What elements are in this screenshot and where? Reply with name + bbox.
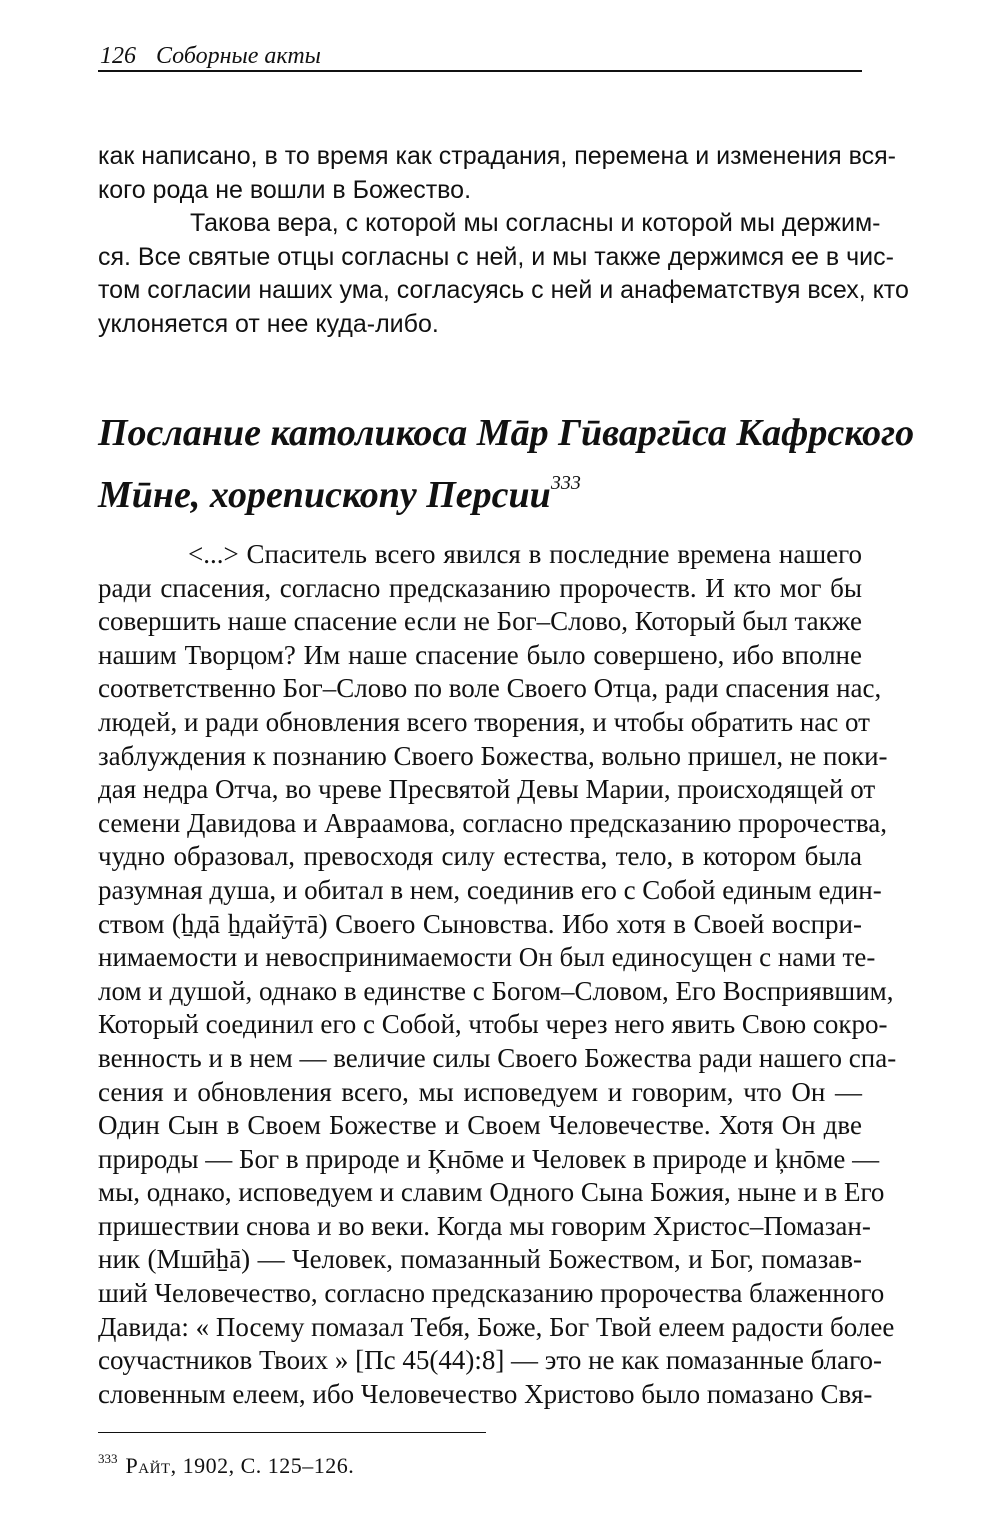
text-line: соответственно Бог–Слово по воле Своего Отца, ради спасения нас, — [98, 673, 882, 704]
text-line: мы, однако, исповедуем и славим Одного Сына Божия, ныне и в Его — [98, 1177, 885, 1208]
text-line: природы — Бог в природе и Ķнōме и Человек в природе и ķнōме — — [98, 1143, 880, 1174]
page-number: 126 — [100, 43, 136, 69]
text-line: лом и душой, однако в единстве с Богом–Словом, Его Восприявшим, — [98, 975, 894, 1006]
text-line: разумная душа, и обитал в нем, соединив его с Собой единым един- — [98, 874, 882, 905]
text-line: Такова вера, с которой мы согласны и которой мы держим- — [190, 209, 881, 238]
text-line: ради спасения, согласно предсказанию пророчеств. И кто мог бы — [98, 572, 862, 603]
text-line: сения и обновления всего, мы исповедуем и говорим, что Он — — [98, 1076, 862, 1107]
text-line: соучастников Твоих » [Пс 45(44):8] — это не как помазанные благо- — [98, 1345, 882, 1376]
text-line: чудно образовал, превосходя силу естества, тело, в котором была — [98, 841, 862, 872]
text-line: Давида: « Посему помазал Тебя, Боже, Бог Твой елеем радости более — [98, 1311, 895, 1342]
footnote-divider — [98, 1432, 486, 1433]
text-line: ся. Все святые отцы согласны с ней, и мы также держимся ее в чис- — [98, 242, 894, 271]
text-line: как написано, в то время как страдания, перемена и изменения вся- — [98, 142, 896, 170]
running-head — [98, 42, 862, 72]
main-text-block — [98, 538, 897, 1411]
section-heading — [98, 408, 915, 520]
text-line: семени Давидова и Авраамова, согласно предсказанию пророчества, — [98, 807, 888, 838]
heading-line: Послание католикоса Мāр Гӣваргӣса Кафрского — [98, 412, 915, 454]
text-line: ник (Мшӣẖā) — Человек, помазанный Божеством, и Бог, помазав- — [98, 1244, 862, 1275]
footnote-text: Райт, 1902, С. 125–126. — [125, 1453, 355, 1478]
text-line: людей, и ради обновления всего творения, и чтобы обратить нас от — [98, 706, 870, 737]
footnote-number: 333 — [98, 1451, 118, 1466]
text-line: заблуждения к познанию Своего Божества, вольно пришел, не поки- — [98, 740, 888, 771]
footnote-reference: 333 — [550, 472, 581, 494]
top-text-block — [98, 140, 909, 342]
text-line: совершить наше спасение если не Бог–Слово, Который был также — [98, 606, 862, 637]
text-line: <...> Спаситель всего явился в последние времена нашего — [188, 539, 862, 569]
text-line: кого рода не вошли в Божество. — [98, 175, 472, 204]
text-line: венность и в нем — величие силы Своего Божества ради нашего спа- — [98, 1042, 897, 1073]
heading-text: Мӣне, хорепископу Персии — [98, 474, 551, 516]
text-line: уклоняется от нее куда-либо. — [98, 309, 439, 338]
text-line: ший Человечество, согласно предсказанию пророчества блаженного — [98, 1278, 885, 1309]
text-line: нимаемости и невоспринимаемости Он был единосущен с нами те- — [98, 942, 876, 973]
text-line: пришествии снова и во веки. Когда мы говорим Христос–Помазан- — [98, 1210, 871, 1241]
text-line: словенным елеем, ибо Человечество Христово было помазано Свя- — [98, 1378, 873, 1409]
text-line: том согласии наших ума, согласуясь с ней и анафематствуя всех, кто — [98, 276, 909, 305]
heading-line-2 — [98, 458, 888, 520]
text-line: нашим Творцом? Им наше спасение было совершено, ибо вполне — [98, 639, 862, 670]
text-line: дая недра Отча, во чреве Пресвятой Девы Марии, происходящей от — [98, 774, 876, 805]
text-line: ством (ẖдā ẖдайӯтā) Своего Сыновства. Ибо хотя в Своей воспри- — [98, 908, 862, 939]
text-line: Один Сын в Своем Божестве и Своем Человечестве. Хотя Он две — [98, 1110, 862, 1141]
text-line: Который соединил его с Собой, чтобы через него явить Свою сокро- — [98, 1009, 888, 1040]
footnote — [98, 1446, 354, 1479]
running-title: Соборные акты — [156, 43, 321, 69]
